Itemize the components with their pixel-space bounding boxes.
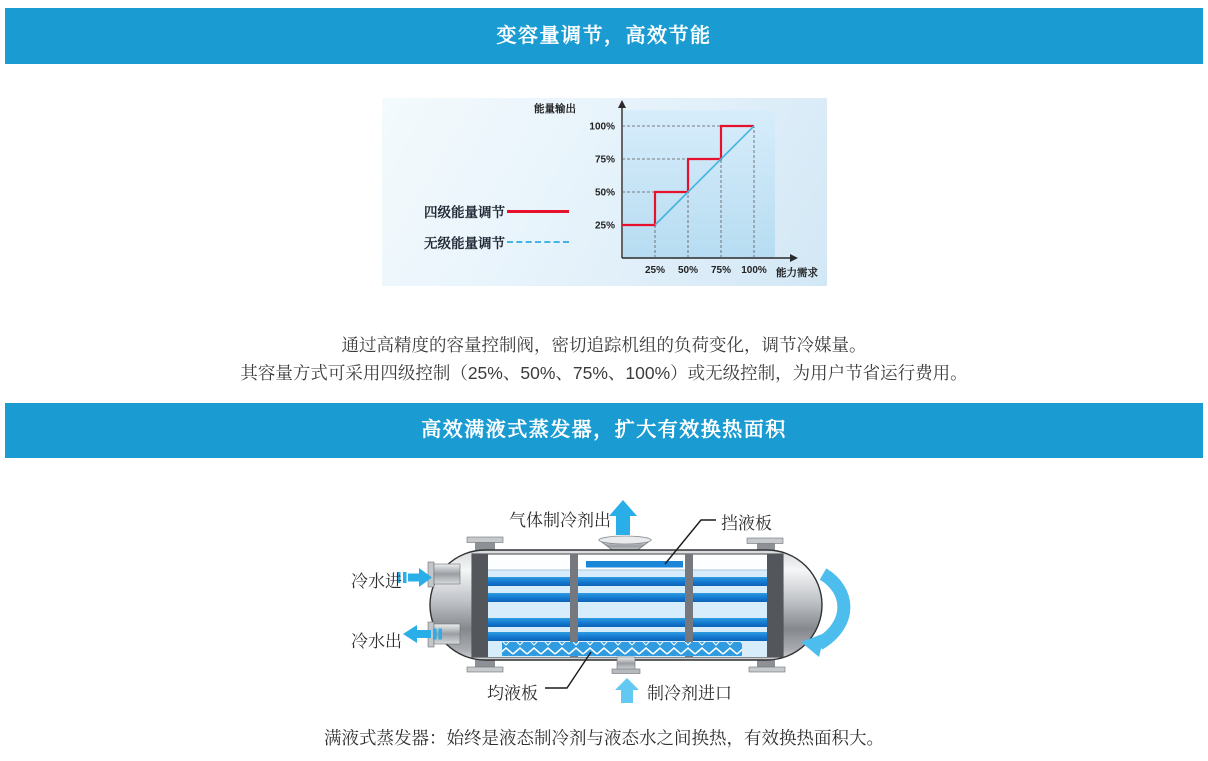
legend-item-stepless	[424, 232, 569, 252]
gas-out-arrow-icon	[609, 500, 637, 535]
banner-capacity-title: 变容量调节，高效节能	[496, 25, 712, 47]
y-axis-title: 能量输出	[534, 103, 576, 115]
step-line-swatch-icon	[507, 210, 569, 213]
capacity-description-line2: 其容量方式可采用四级控制（25%、50%、75%、100%）或无级控制，为用户节省运行费用。	[240, 363, 968, 383]
plot-area	[623, 110, 775, 258]
svg-text:100%: 100%	[741, 265, 767, 276]
capacity-description	[0, 331, 1208, 387]
svg-text:25%: 25%	[594, 220, 615, 232]
legend-label-stepless: 无级能量调节	[424, 236, 505, 251]
svg-text:75%: 75%	[710, 265, 732, 276]
capacity-description-line1: 通过高精度的容量控制阀，密切追踪机组的负荷变化，调节冷媒量。	[341, 335, 867, 355]
tube-support	[685, 554, 693, 657]
tube-sheet-right	[767, 554, 783, 657]
baffle-plate	[586, 561, 683, 568]
label-gas-out: 气体制冷剂出	[509, 511, 611, 530]
water-inlet-nozzle	[428, 562, 460, 587]
distributor-plate	[502, 642, 742, 656]
label-water-out: 冷水出	[351, 632, 402, 651]
evaporator-caption: 满液式蒸发器：始终是液态制冷剂与液态水之间换热，有效换热面积大。	[324, 728, 884, 748]
svg-text:50%: 50%	[677, 265, 699, 276]
svg-text:50%: 50%	[594, 187, 615, 199]
tube-support	[570, 554, 578, 657]
svg-text:75%: 75%	[594, 154, 615, 166]
water-in-arrow-icon	[397, 568, 432, 587]
label-baffle: 挡液板	[721, 514, 772, 533]
label-water-in: 冷水进	[351, 572, 402, 591]
banner-evaporator-title: 高效满液式蒸发器，扩大有效换热面积	[421, 419, 787, 441]
x-axis-title: 能力需求	[776, 267, 818, 279]
legend-label-step: 四级能量调节	[424, 205, 505, 220]
svg-text:100%: 100%	[589, 121, 615, 133]
label-refrigerant-in: 制冷剂进口	[647, 684, 732, 703]
stepless-line-swatch-icon	[507, 241, 569, 243]
svg-text:25%: 25%	[644, 265, 666, 276]
banner-evaporator	[5, 403, 1203, 458]
y-axis-arrow-icon	[618, 100, 626, 108]
banner-capacity-adjustment	[5, 8, 1203, 64]
capacity-chart-figure	[382, 98, 827, 286]
chart-legend	[424, 201, 569, 263]
x-axis-arrow-icon	[790, 254, 798, 262]
evaporator-figure	[345, 492, 870, 712]
vessel-interior	[472, 554, 783, 657]
tube-sheet-left	[472, 554, 488, 657]
water-outlet-nozzle	[428, 622, 460, 647]
legend-item-step	[424, 201, 569, 221]
refrigerant-in-arrow-icon	[615, 678, 639, 703]
label-distributor: 均液板	[487, 684, 538, 703]
